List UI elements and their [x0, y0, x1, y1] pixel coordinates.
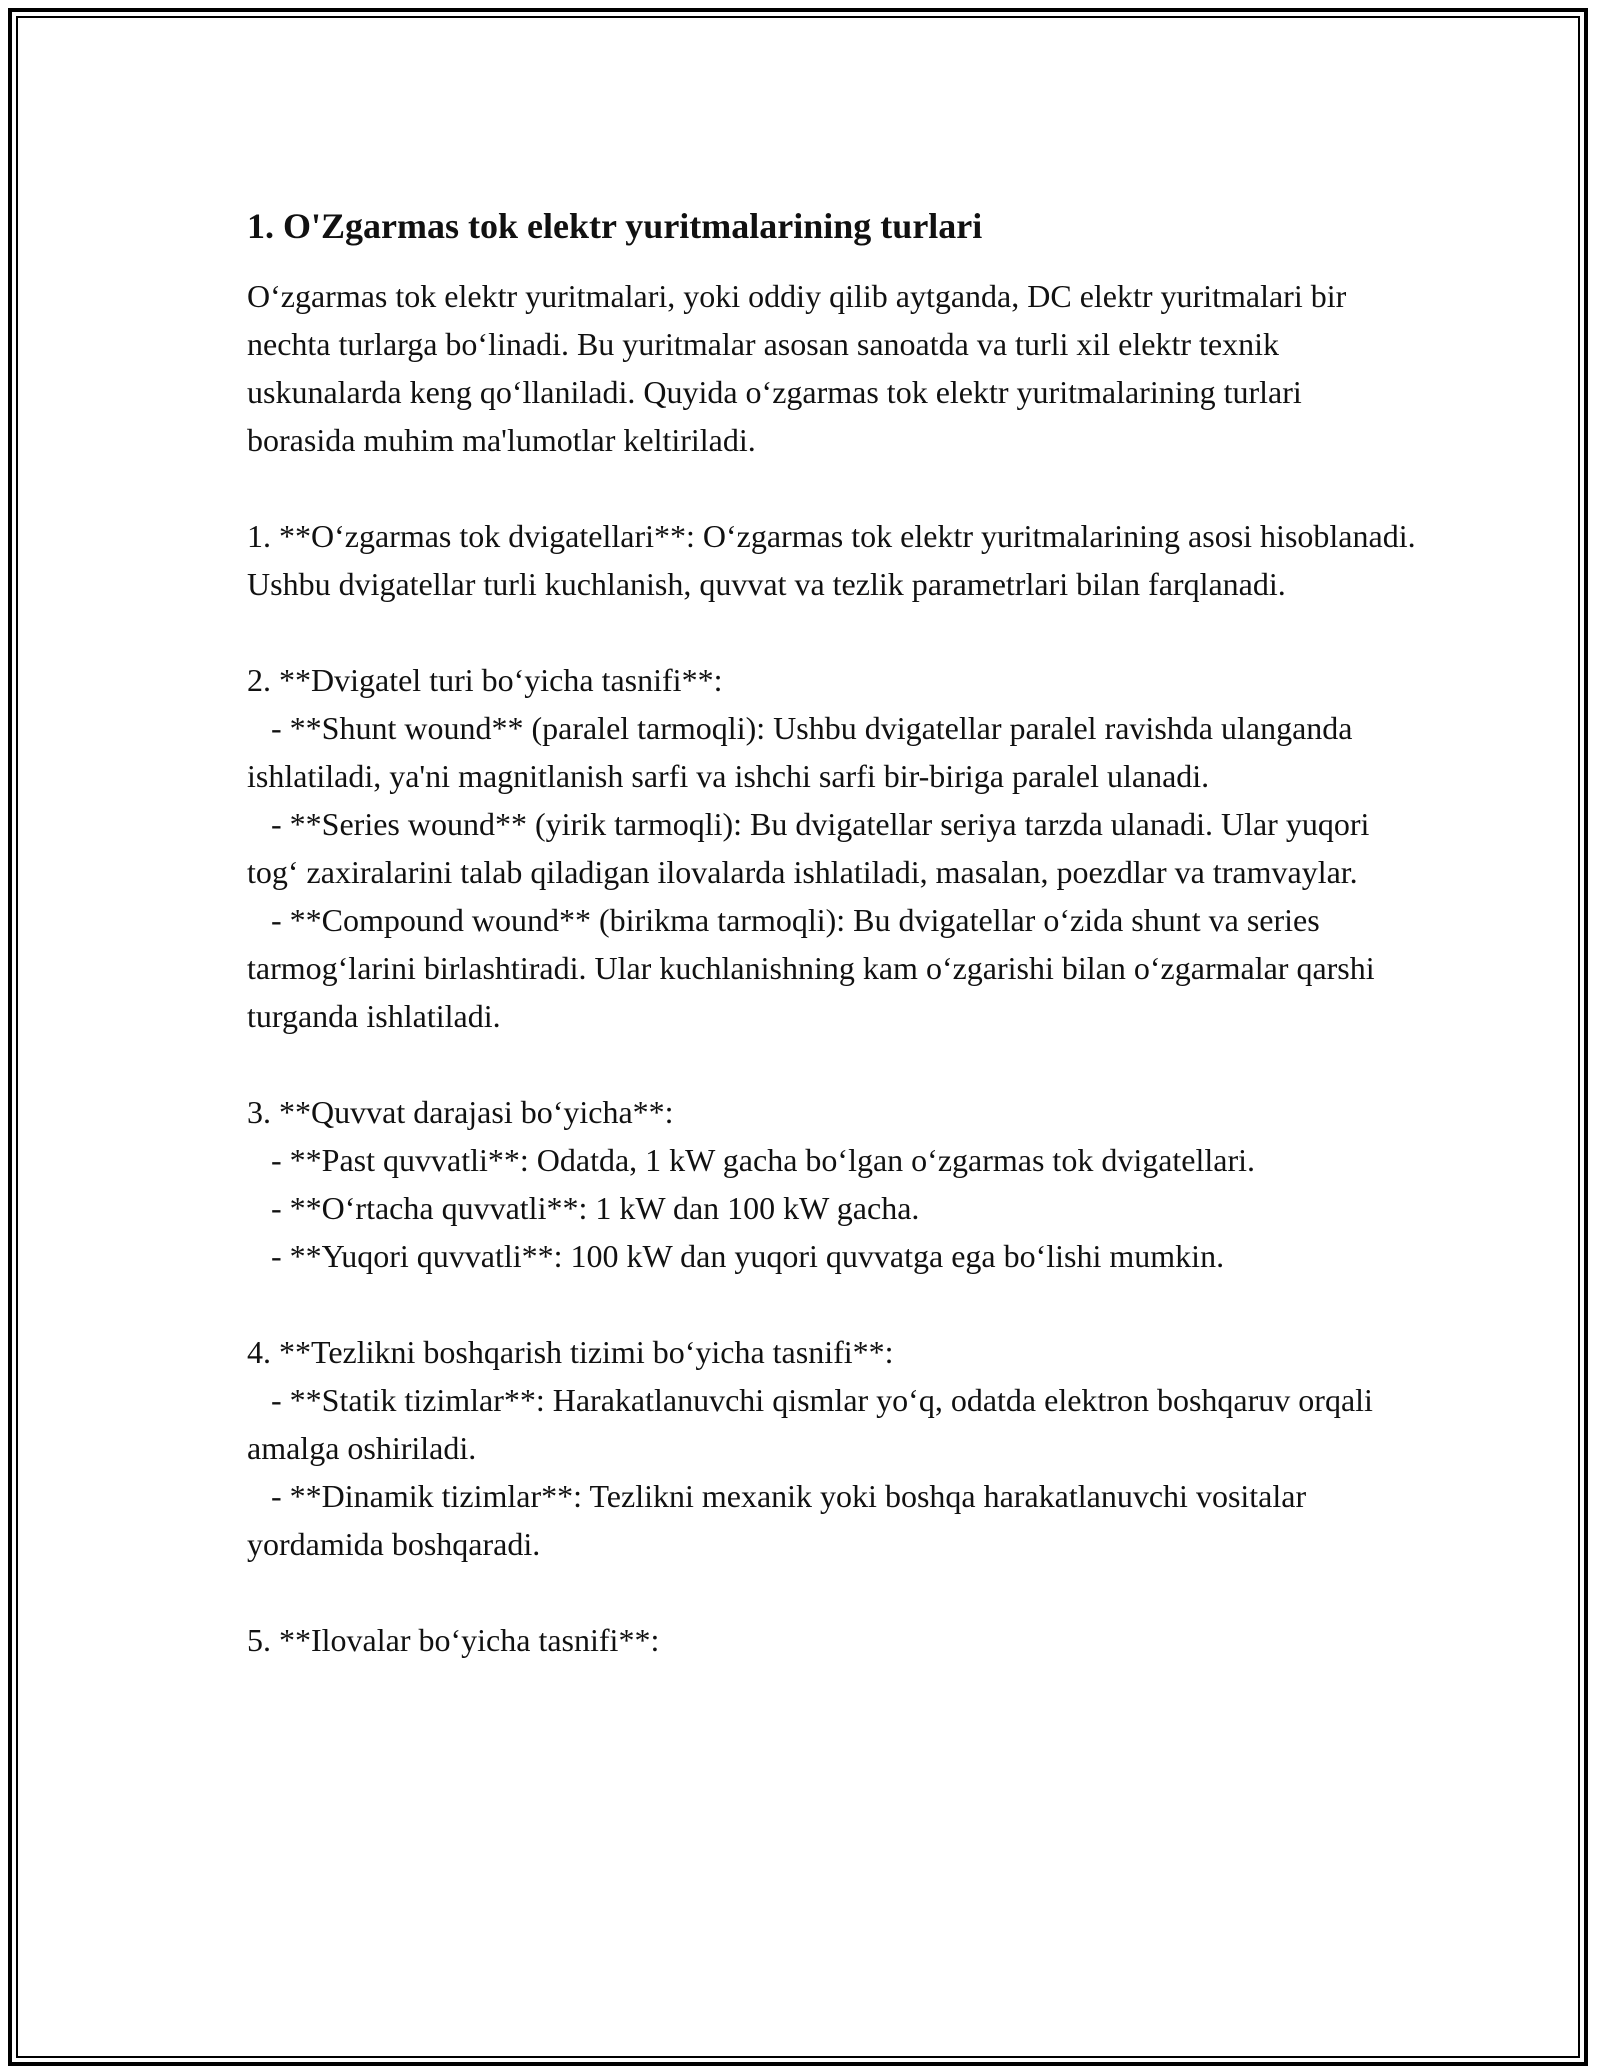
- list-item: - **Dinamik tizimlar**: Tezlikni mexanik yoki boshqa harakatlanuvchi vositalar yordamida boshqaradi.: [247, 1478, 1315, 1562]
- section-4: [247, 1328, 1417, 1568]
- section-5: [247, 1616, 1417, 1664]
- list-item: - **Compound wound** (birikma tarmoqli): Bu dvigatellar o‘zida shunt va series tarmog‘larini birlashtiradi. Ular kuchlanishning kam o‘zgarishi bilan o‘zgarmalar qarshi turganda ishlatiladi.: [247, 902, 1383, 1034]
- section-heading: 1. **O‘zgarmas tok dvigatellari**: O‘zgarmas tok elektr yuritmalarining asosi hisoblanadi. Ushbu dvigatellar turli kuchlanish, quvvat va tezlik parametrlari bilan farqlanadi.: [247, 518, 1424, 602]
- section-spacer: [247, 1280, 1417, 1328]
- list-item: - **Statik tizimlar**: Harakatlanuvchi qismlar yo‘q, odatda elektron boshqaruv orqali amalga oshiriladi.: [247, 1382, 1381, 1466]
- section-spacer: [247, 608, 1417, 656]
- page-frame: [8, 8, 1588, 2066]
- section-2: [247, 656, 1417, 1040]
- list-item: - **Yuqori quvvatli**: 100 kW dan yuqori quvvatga ega bo‘lishi mumkin.: [247, 1238, 1225, 1274]
- list-item: - **O‘rtacha quvvatli**: 1 kW dan 100 kW gacha.: [247, 1190, 920, 1226]
- intro-paragraph: O‘zgarmas tok elektr yuritmalari, yoki oddiy qilib aytganda, DC elektr yuritmalari bir nechta turlarga bo‘linadi. Bu yuritmalar asosan sanoatda va turli xil elektr texnik uskunalarda keng qo‘llaniladi. Quyida o‘zgarmas tok elektr yuritmalarining turlari borasida muhim ma'lumotlar keltiriladi.: [247, 278, 1355, 458]
- section-1: [247, 512, 1424, 608]
- section-spacer: [247, 464, 1417, 512]
- list-item: - **Shunt wound** (paralel tarmoqli): Ushbu dvigatellar paralel ravishda ulanganda ishlatiladi, ya'ni magnitlanish sarfi va ishchi sarfi bir-biriga paralel ulanadi.: [247, 710, 1361, 794]
- list-item: - **Series wound** (yirik tarmoqli): Bu dvigatellar seriya tarzda ulanadi. Ular yuqori tog‘ zaxiralarini talab qiladigan ilovalarda ishlatiladi, masalan, poezdlar va tramvaylar.: [247, 806, 1378, 890]
- section-heading: 2. **Dvigatel turi bo‘yicha tasnifi**:: [247, 662, 723, 698]
- section-spacer: [247, 1568, 1417, 1616]
- section-heading: 4. **Tezlikni boshqarish tizimi bo‘yicha tasnifi**:: [247, 1334, 894, 1370]
- document-title: 1. O'Zgarmas tok elektr yuritmalarining turlari: [247, 206, 983, 246]
- section-spacer: [247, 1040, 1417, 1088]
- section-3: [247, 1088, 1417, 1280]
- section-heading: 3. **Quvvat darajasi bo‘yicha**:: [247, 1094, 674, 1130]
- section-heading: 5. **Ilovalar bo‘yicha tasnifi**:: [247, 1622, 660, 1658]
- list-item: - **Past quvvatli**: Odatda, 1 kW gacha bo‘lgan o‘zgarmas tok dvigatellari.: [247, 1142, 1256, 1178]
- document-body: [247, 202, 1424, 1664]
